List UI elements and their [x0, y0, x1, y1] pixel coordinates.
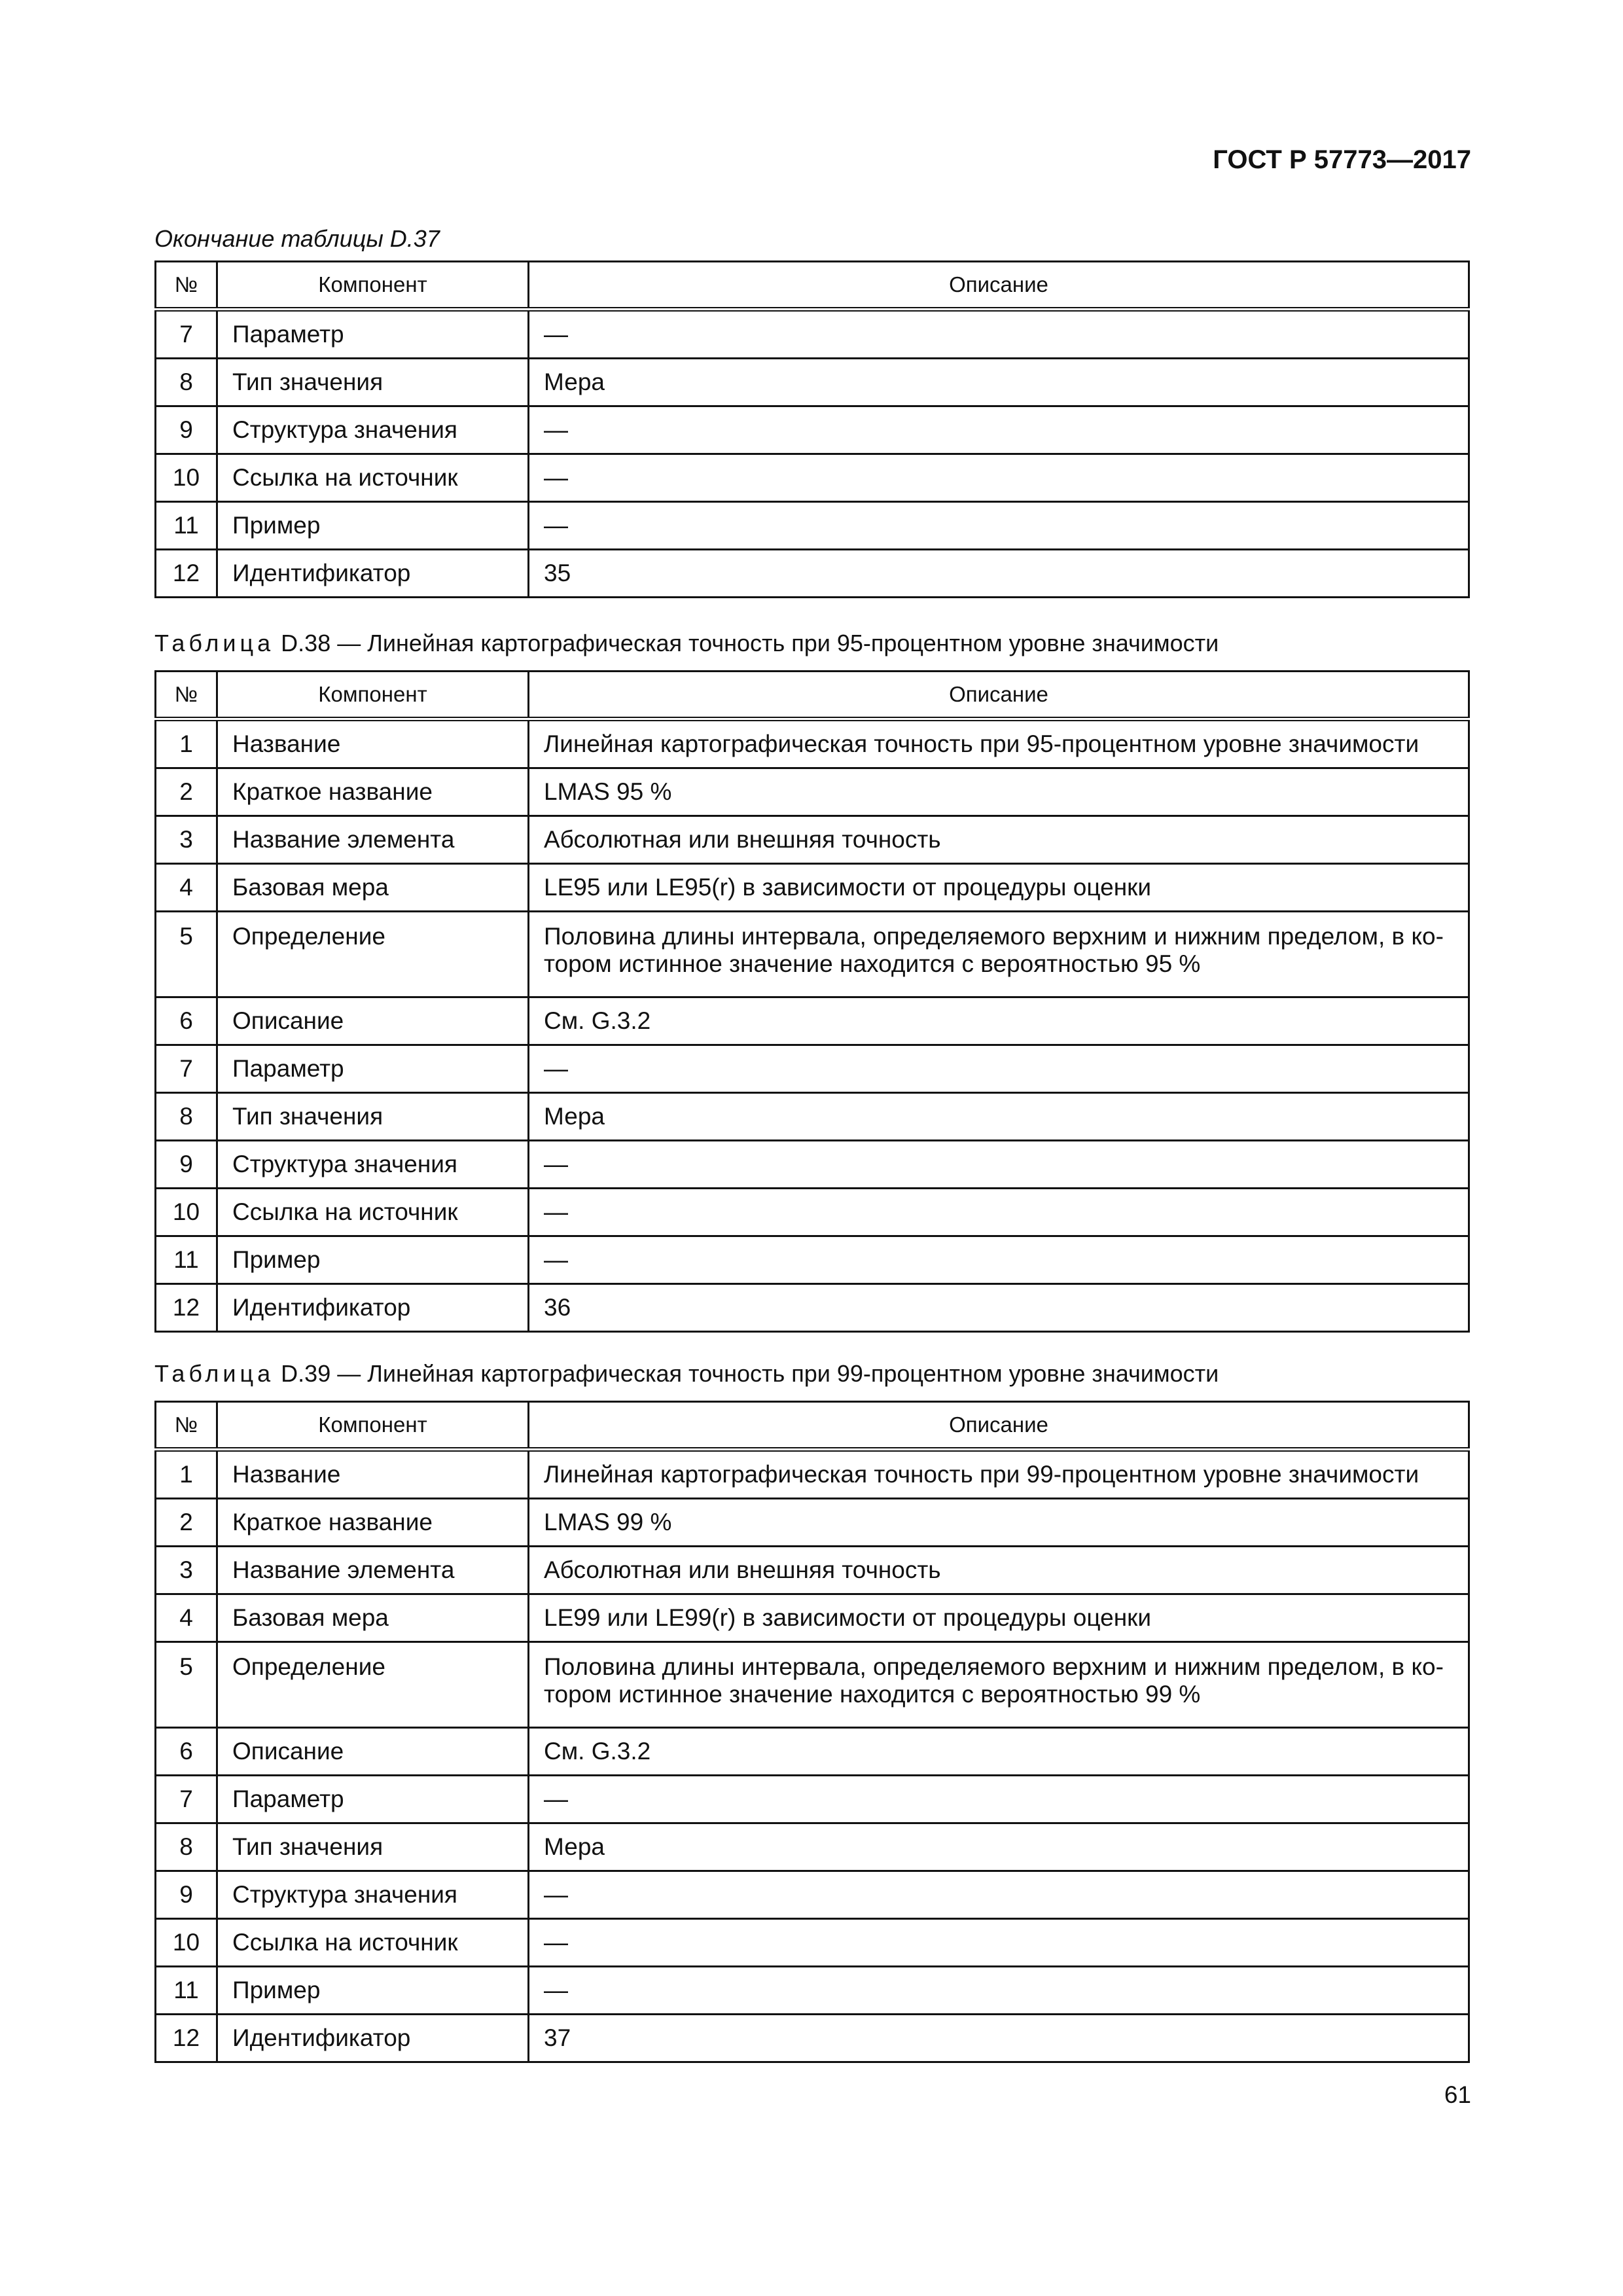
- row-description: —: [529, 1871, 1469, 1919]
- row-num: 10: [156, 454, 217, 502]
- row-num: 11: [156, 502, 217, 550]
- table-row: [156, 912, 1469, 997]
- row-description: LE95 или LE95(r) в зависимости от процедуры оценки: [529, 864, 1469, 912]
- row-component: Идентификатор: [217, 2015, 529, 2062]
- table-row: [156, 310, 1469, 359]
- caption-text: D.39 — Линейная картографическая точность при 99-процентном уровне значимости: [281, 1360, 1219, 1387]
- row-description: —: [529, 502, 1469, 550]
- row-num: 6: [156, 997, 217, 1045]
- row-component: Структура значения: [217, 1141, 529, 1189]
- description-line: тором истинное значение находится с вероятностью 95 %: [544, 950, 1201, 977]
- row-description: —: [529, 310, 1469, 359]
- row-description: —: [529, 1919, 1469, 1967]
- column-header-description: Описание: [529, 1402, 1469, 1450]
- row-num: 4: [156, 1594, 217, 1642]
- table-row: [156, 1236, 1469, 1284]
- row-num: 6: [156, 1728, 217, 1776]
- row-component: Краткое название: [217, 1499, 529, 1547]
- row-description: —: [529, 1189, 1469, 1236]
- row-num: 7: [156, 1045, 217, 1093]
- table-d37: [154, 260, 1470, 598]
- row-description: Мера: [529, 1823, 1469, 1871]
- table-row: [156, 2015, 1469, 2062]
- description-line: тором истинное значение находится с вероятностью 99 %: [544, 1681, 1201, 1708]
- row-component: Ссылка на источник: [217, 1189, 529, 1236]
- row-description: См. G.3.2: [529, 1728, 1469, 1776]
- row-num: 5: [156, 912, 217, 997]
- table-row: [156, 1189, 1469, 1236]
- row-num: 12: [156, 2015, 217, 2062]
- table-row: [156, 1919, 1469, 1967]
- row-description: LMAS 99 %: [529, 1499, 1469, 1547]
- row-component: Пример: [217, 1236, 529, 1284]
- row-component: Определение: [217, 1642, 529, 1728]
- table-row: [156, 1093, 1469, 1141]
- table-row: [156, 1728, 1469, 1776]
- row-description: —: [529, 1776, 1469, 1823]
- row-component: Название элемента: [217, 816, 529, 864]
- row-component: Тип значения: [217, 359, 529, 406]
- table-row: [156, 1776, 1469, 1823]
- table-row: [156, 1284, 1469, 1332]
- row-num: 2: [156, 1499, 217, 1547]
- row-component: Ссылка на источник: [217, 454, 529, 502]
- row-description: —: [529, 1141, 1469, 1189]
- row-num: 3: [156, 816, 217, 864]
- row-component: Структура значения: [217, 406, 529, 454]
- row-description: —: [529, 406, 1469, 454]
- table-row: [156, 359, 1469, 406]
- row-component: Определение: [217, 912, 529, 997]
- row-component: Идентификатор: [217, 550, 529, 598]
- row-description: LMAS 95 %: [529, 768, 1469, 816]
- row-component: Тип значения: [217, 1823, 529, 1871]
- standard-designation: ГОСТ Р 57773—2017: [1213, 145, 1471, 174]
- row-num: 8: [156, 1823, 217, 1871]
- row-num: 9: [156, 406, 217, 454]
- row-component: Описание: [217, 997, 529, 1045]
- table-row: [156, 1141, 1469, 1189]
- row-num: 9: [156, 1141, 217, 1189]
- row-description: 35: [529, 550, 1469, 598]
- row-component: Ссылка на источник: [217, 1919, 529, 1967]
- row-component: Краткое название: [217, 768, 529, 816]
- table-d37-caption: Окончание таблицы D.37: [154, 225, 440, 252]
- row-num: 3: [156, 1547, 217, 1594]
- row-description: LE99 или LE99(r) в зависимости от процедуры оценки: [529, 1594, 1469, 1642]
- row-num: 1: [156, 1450, 217, 1499]
- row-num: 8: [156, 359, 217, 406]
- row-description: [529, 912, 1469, 997]
- table-d39: [154, 1401, 1470, 2063]
- row-num: 5: [156, 1642, 217, 1728]
- row-num: 9: [156, 1871, 217, 1919]
- table-row: [156, 502, 1469, 550]
- row-num: 4: [156, 864, 217, 912]
- row-component: Параметр: [217, 1045, 529, 1093]
- column-header-component: Компонент: [217, 262, 529, 310]
- table-header-row: [156, 672, 1469, 719]
- table-d39-caption: [154, 1360, 1219, 1388]
- table-row: [156, 1642, 1469, 1728]
- table-row: [156, 768, 1469, 816]
- table-row: [156, 816, 1469, 864]
- row-component: Тип значения: [217, 1093, 529, 1141]
- row-num: 12: [156, 550, 217, 598]
- row-description: Мера: [529, 359, 1469, 406]
- row-component: Название: [217, 1450, 529, 1499]
- column-header-description: Описание: [529, 262, 1469, 310]
- row-num: 11: [156, 1236, 217, 1284]
- table-header-row: [156, 1402, 1469, 1450]
- caption-word: Таблица: [154, 630, 275, 656]
- table-row: [156, 997, 1469, 1045]
- table-row: [156, 1045, 1469, 1093]
- row-component: Идентификатор: [217, 1284, 529, 1332]
- row-component: Название: [217, 719, 529, 768]
- table-row: [156, 1967, 1469, 2015]
- row-component: Название элемента: [217, 1547, 529, 1594]
- row-num: 10: [156, 1189, 217, 1236]
- row-description: —: [529, 454, 1469, 502]
- row-description: —: [529, 1236, 1469, 1284]
- row-num: 10: [156, 1919, 217, 1967]
- table-row: [156, 454, 1469, 502]
- table-row: [156, 719, 1469, 768]
- row-description: 37: [529, 2015, 1469, 2062]
- column-header-num: №: [156, 672, 217, 719]
- row-component: Описание: [217, 1728, 529, 1776]
- table-row: [156, 1823, 1469, 1871]
- row-description: [529, 1642, 1469, 1728]
- row-component: Пример: [217, 502, 529, 550]
- page-number: 61: [1444, 2081, 1471, 2108]
- description-line: Половина длины интервала, определяемого верхним и нижним пределом, в ко-: [544, 923, 1444, 950]
- column-header-num: №: [156, 1402, 217, 1450]
- caption-text: D.38 — Линейная картографическая точность при 95-процентном уровне значимости: [281, 630, 1219, 656]
- table-header-row: [156, 262, 1469, 310]
- row-num: 12: [156, 1284, 217, 1332]
- table-row: [156, 406, 1469, 454]
- row-num: 8: [156, 1093, 217, 1141]
- row-description: —: [529, 1045, 1469, 1093]
- table-row: [156, 1450, 1469, 1499]
- column-header-description: Описание: [529, 672, 1469, 719]
- column-header-component: Компонент: [217, 1402, 529, 1450]
- row-description: —: [529, 1967, 1469, 2015]
- row-description: Мера: [529, 1093, 1469, 1141]
- caption-word: Таблица: [154, 1360, 275, 1387]
- row-description: 36: [529, 1284, 1469, 1332]
- table-row: [156, 864, 1469, 912]
- description-line: Половина длины интервала, определяемого верхним и нижним пределом, в ко-: [544, 1653, 1444, 1680]
- table-row: [156, 1594, 1469, 1642]
- row-component: Параметр: [217, 1776, 529, 1823]
- row-component: Базовая мера: [217, 1594, 529, 1642]
- table-row: [156, 1871, 1469, 1919]
- row-description: См. G.3.2: [529, 997, 1469, 1045]
- row-num: 7: [156, 310, 217, 359]
- table-row: [156, 550, 1469, 598]
- row-component: Базовая мера: [217, 864, 529, 912]
- row-description: Линейная картографическая точность при 99-процентном уровне значимости: [529, 1450, 1469, 1499]
- table-row: [156, 1499, 1469, 1547]
- table-d38-caption: [154, 630, 1219, 657]
- row-component: Структура значения: [217, 1871, 529, 1919]
- row-num: 11: [156, 1967, 217, 2015]
- table-d38: [154, 670, 1470, 1333]
- row-description: Линейная картографическая точность при 95-процентном уровне значимости: [529, 719, 1469, 768]
- row-num: 1: [156, 719, 217, 768]
- table-row: [156, 1547, 1469, 1594]
- row-description: Абсолютная или внешняя точность: [529, 1547, 1469, 1594]
- row-component: Пример: [217, 1967, 529, 2015]
- column-header-component: Компонент: [217, 672, 529, 719]
- row-component: Параметр: [217, 310, 529, 359]
- row-num: 7: [156, 1776, 217, 1823]
- row-description: Абсолютная или внешняя точность: [529, 816, 1469, 864]
- row-num: 2: [156, 768, 217, 816]
- column-header-num: №: [156, 262, 217, 310]
